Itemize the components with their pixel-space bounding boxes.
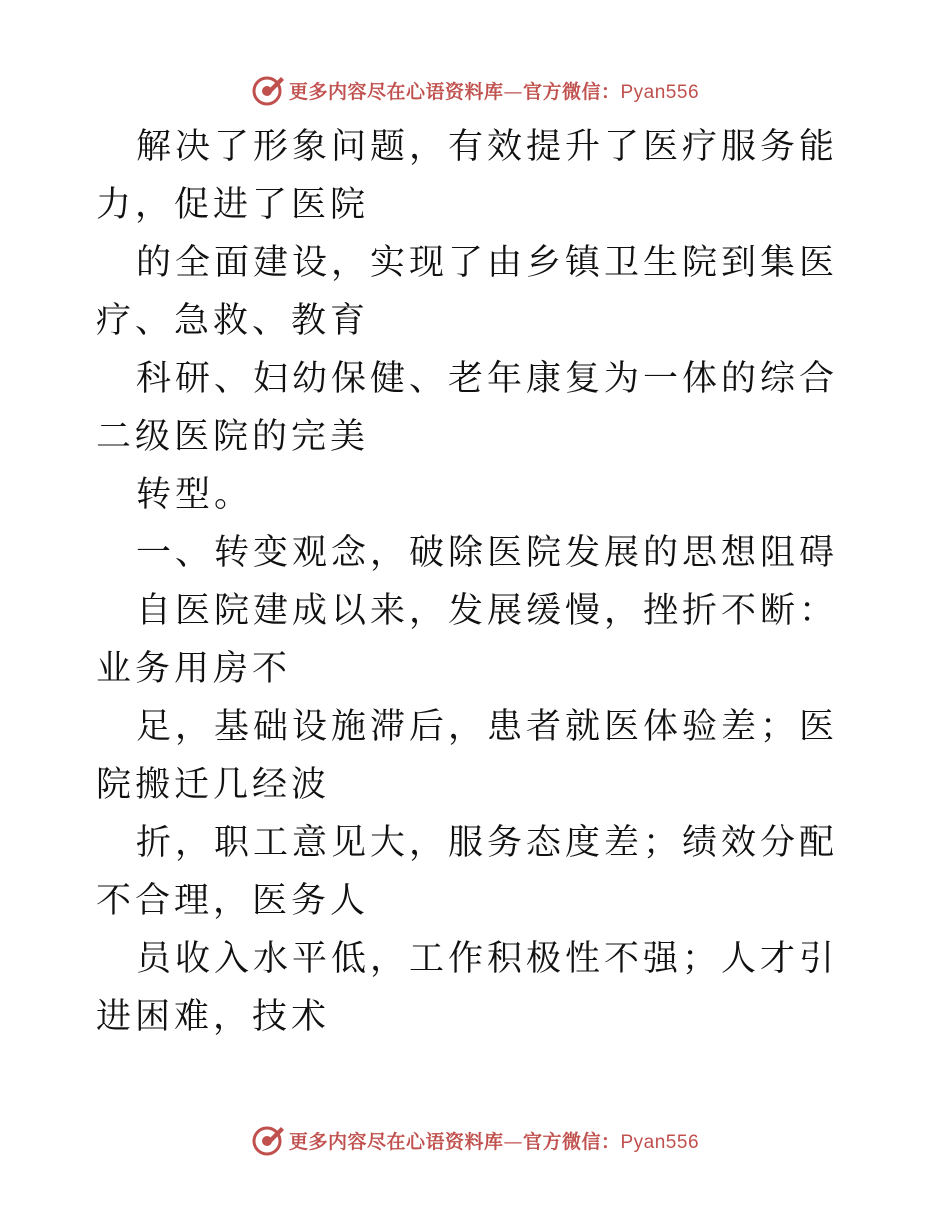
paragraph: 员收入水平低，工作积极性不强；人才引进困难，技术 xyxy=(96,939,839,1037)
paragraph: 折，职工意见大，服务态度差；绩效分配不合理，医务人 xyxy=(96,823,839,921)
banner-wechat-id: Pyan556 xyxy=(620,81,700,103)
banner-wechat-label: 官方微信： xyxy=(522,1130,621,1153)
banner-dash: — xyxy=(503,1130,523,1153)
banner-wechat-label: 官方微信： xyxy=(522,80,621,103)
banner-site-text: 更多内容尽在心语资料库 xyxy=(288,1130,504,1153)
paragraph: 的全面建设，实现了由乡镇卫生院到集医疗、急救、教育 xyxy=(96,243,839,341)
paragraph: 科研、妇幼保健、老年康复为一体的综合二级医院的完美 xyxy=(96,359,839,457)
banner-text xyxy=(289,1127,699,1154)
banner-wechat-id: Pyan556 xyxy=(620,1131,700,1153)
paragraph: 足，基础设施滞后，患者就医体验差；医院搬迁几经波 xyxy=(96,707,839,805)
pen-logo-icon xyxy=(251,1123,285,1157)
document-body xyxy=(96,118,856,1046)
footer-banner xyxy=(0,1122,950,1158)
paragraph: 自医院建成以来，发展缓慢，挫折不断：业务用房不 xyxy=(96,591,839,689)
banner-dash: — xyxy=(503,80,523,103)
banner-site-text: 更多内容尽在心语资料库 xyxy=(288,80,504,103)
banner-text xyxy=(289,77,699,104)
pen-logo-icon xyxy=(251,73,285,107)
paragraph: 一、转变观念，破除医院发展的思想阻碍 xyxy=(136,533,839,573)
paragraph: 解决了形象问题，有效提升了医疗服务能力，促进了医院 xyxy=(96,127,839,225)
paragraph: 转型。 xyxy=(136,475,254,515)
header-banner xyxy=(0,72,950,108)
